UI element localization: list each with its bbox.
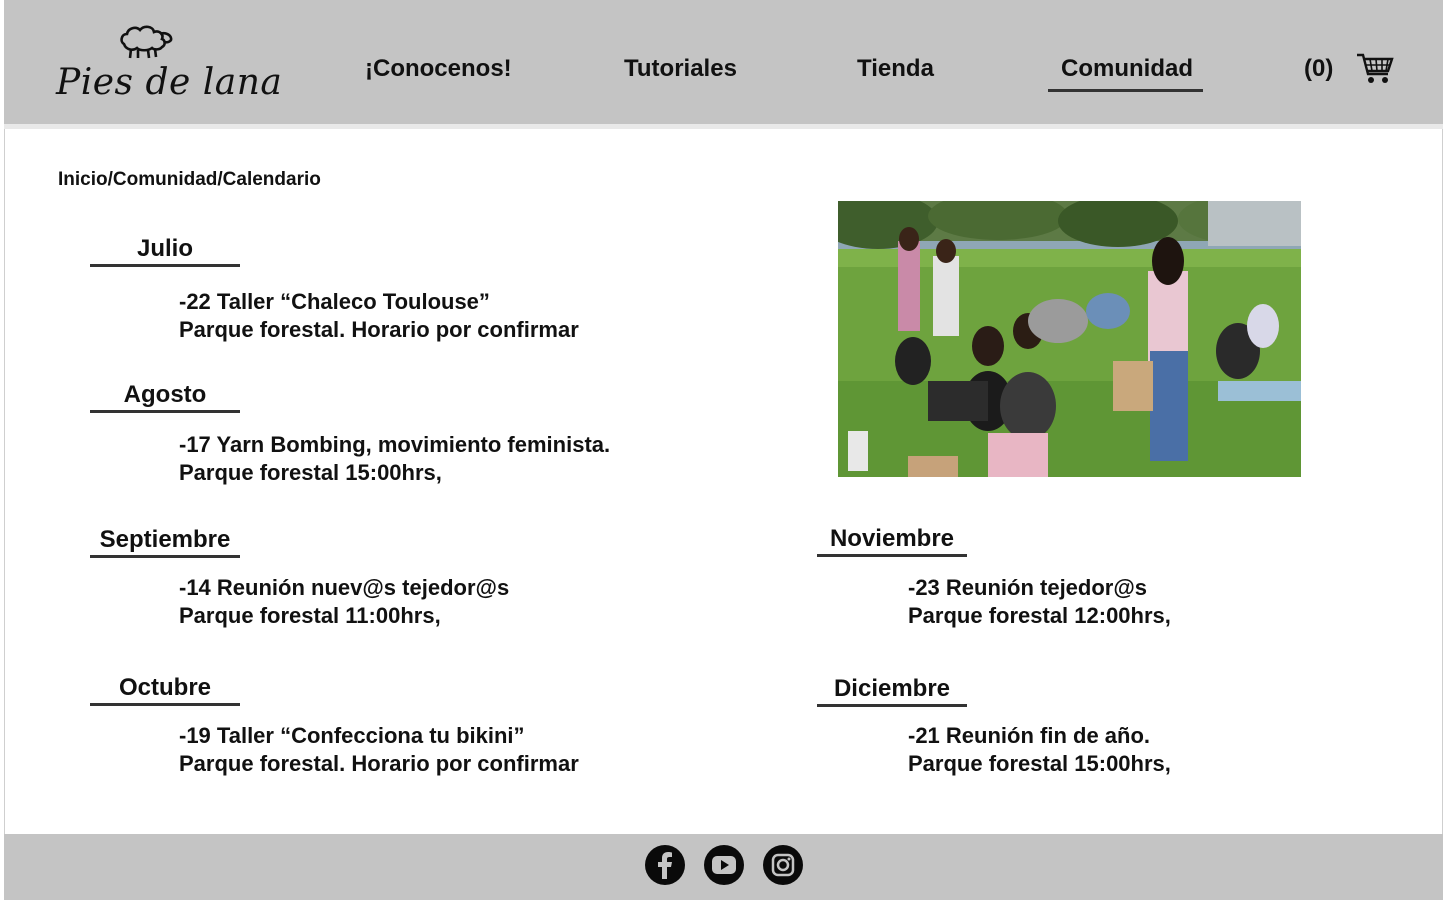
community-photo: [838, 201, 1301, 477]
event-title: -21 Reunión fin de año.: [908, 723, 1151, 748]
event-details: Parque forestal. Horario por confirmar: [179, 751, 579, 776]
nav-tienda[interactable]: Tienda: [857, 55, 934, 82]
shopping-cart-icon[interactable]: [1356, 52, 1394, 86]
event-title: -23 Reunión tejedor@s: [908, 575, 1148, 600]
brand-logo[interactable]: [56, 24, 283, 110]
youtube-icon[interactable]: [704, 845, 744, 885]
event-title: -19 Taller “Confecciona tu bikini”: [179, 723, 525, 748]
month-label: Diciembre: [833, 675, 951, 702]
event-septiembre: [179, 574, 509, 630]
facebook-icon[interactable]: [645, 845, 685, 885]
site-footer: [4, 834, 1443, 900]
nav-conocenos[interactable]: ¡Conocenos!: [365, 55, 512, 82]
month-septiembre: [90, 526, 240, 558]
event-details: Parque forestal 11:00hrs,: [179, 603, 441, 628]
month-noviembre: [817, 525, 967, 557]
month-label: Julio: [136, 235, 193, 262]
brand-name: Pies de lana: [56, 62, 283, 103]
month-label: Agosto: [123, 381, 207, 408]
nav-comunidad[interactable]: Comunidad: [1061, 55, 1193, 82]
event-title: -17 Yarn Bombing, movimiento feminista.: [179, 432, 611, 457]
month-diciembre: [817, 675, 967, 707]
event-title: -14 Reunión nuev@s tejedor@s: [179, 575, 510, 600]
event-agosto: [179, 431, 610, 487]
event-details: Parque forestal 12:00hrs,: [908, 603, 1171, 628]
event-details: Parque forestal 15:00hrs,: [179, 460, 442, 485]
month-label: Noviembre: [829, 525, 955, 552]
sheep-icon: [116, 24, 174, 62]
instagram-icon[interactable]: [763, 845, 803, 885]
event-octubre: [179, 722, 579, 778]
month-label: Septiembre: [99, 526, 231, 553]
event-diciembre: [908, 722, 1171, 778]
event-noviembre: [908, 574, 1171, 630]
nav-tutoriales[interactable]: Tutoriales: [624, 55, 737, 82]
site-header: [4, 0, 1443, 129]
event-title: -22 Taller “Chaleco Toulouse”: [179, 289, 490, 314]
breadcrumb[interactable]: Inicio/Comunidad/Calendario: [58, 169, 321, 190]
event-julio: [179, 288, 579, 344]
month-label: Octubre: [118, 674, 211, 701]
event-details: Parque forestal 15:00hrs,: [908, 751, 1171, 776]
month-octubre: [90, 674, 240, 706]
cart-count: (0): [1304, 55, 1334, 82]
event-details: Parque forestal. Horario por confirmar: [179, 317, 579, 342]
park-gathering-image: [838, 201, 1301, 477]
month-julio: [90, 235, 240, 267]
month-agosto: [90, 381, 240, 413]
